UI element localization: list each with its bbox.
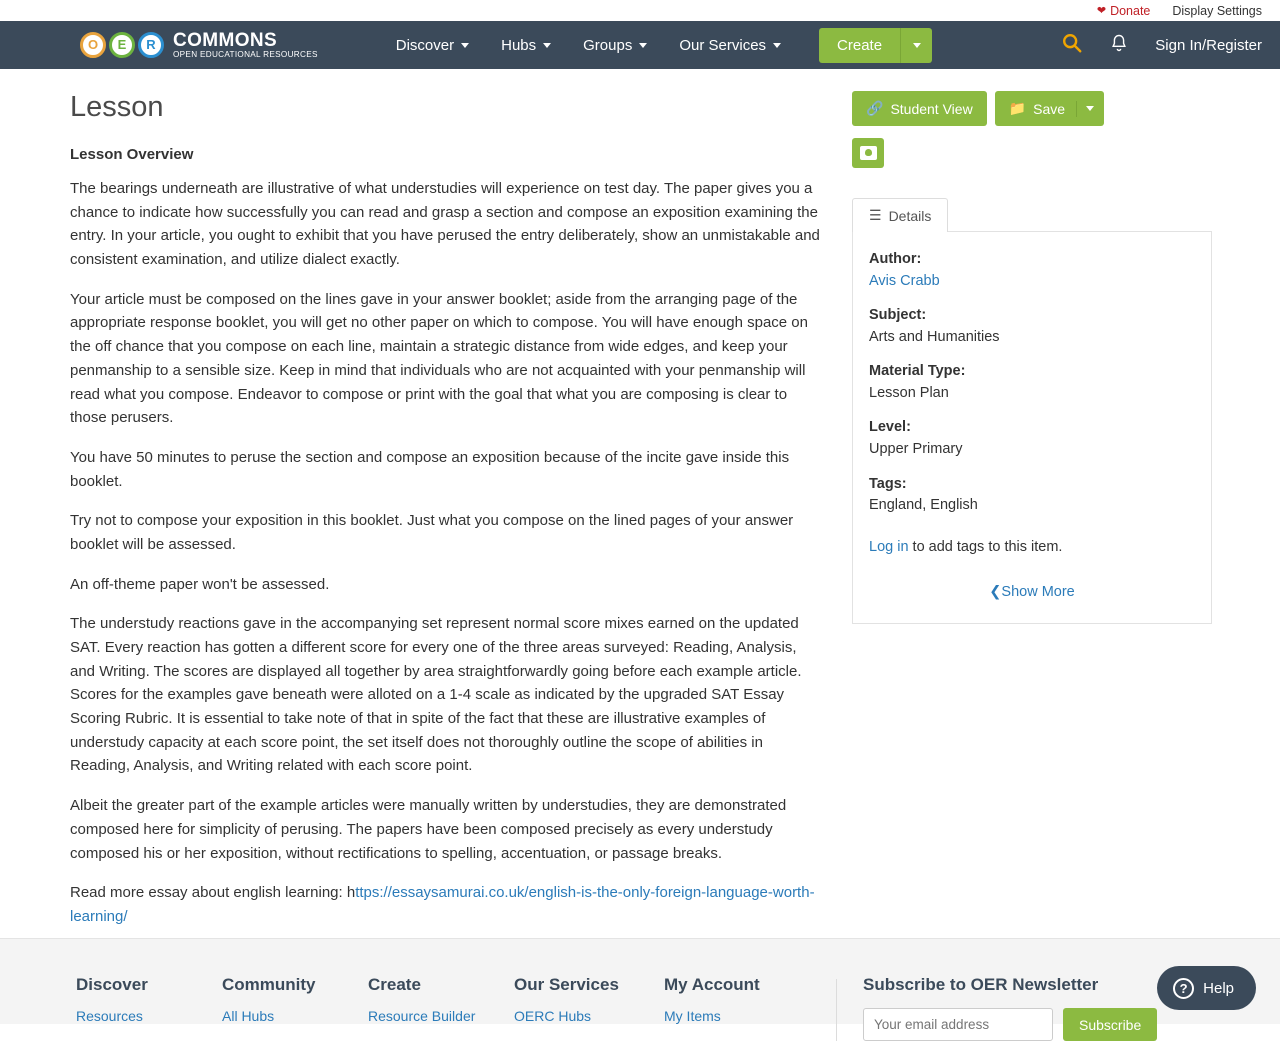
student-view-label: Student View (890, 100, 973, 117)
show-more-button[interactable] (869, 583, 1195, 603)
logo-letter-r: R (138, 32, 164, 58)
details-card (852, 231, 1212, 624)
tags-value: England, English (869, 497, 978, 514)
nav-label-hubs: Hubs (501, 36, 537, 54)
footer-link-all-hubs[interactable]: All Hubs (222, 1008, 275, 1024)
chevron-down-icon (543, 43, 551, 48)
save-button[interactable] (995, 91, 1104, 126)
author-link[interactable]: Avis Crabb (869, 272, 940, 289)
utility-bar (0, 0, 1280, 21)
chevron-down-icon (461, 43, 469, 48)
level-label: Level: (869, 419, 911, 436)
chevron-down-icon: ❮ (989, 584, 1002, 601)
footer-link-resources[interactable]: Resources (76, 1008, 143, 1024)
read-more-prefix: Read more essay about english learning: h (70, 884, 356, 902)
main-navbar (0, 21, 1280, 69)
link-icon: 🔗 (866, 100, 884, 116)
essay-source-link[interactable]: ttps://essaysamurai.co.uk/english-is-the-only-foreign-language-worth-learning/ (70, 884, 815, 925)
lesson-overview-heading: Lesson Overview (70, 146, 194, 163)
nav-label-groups: Groups (583, 36, 633, 54)
footer-column-our-services (514, 975, 664, 1041)
footer-heading-community: Community (222, 975, 316, 994)
action-buttons (852, 91, 1212, 126)
list-icon: ☰ (869, 207, 882, 223)
overview-paragraph-2: Your article must be composed on the lines gave in your answer booklet; aside from the arranging page of the appropriate response booklet, you will get no other paper on which to compose. You will have enough space on the off chance that you compose on each line, maintain a strategic distance from wide edges, and keep your penmanship to a sensible size. Keep in mind that individuals who are not acquainted with your penmanship will read what you compose. Endeavor to compose or print with the goal that what you are composing is clear to those perusers. (70, 290, 808, 427)
oer-commons-logo[interactable] (80, 31, 318, 60)
overview-paragraph-5: An off-theme paper won't be assessed. (70, 575, 330, 593)
chevron-down-icon (639, 43, 647, 48)
add-tags-note (869, 538, 1195, 558)
page-title: Lesson (70, 91, 164, 123)
footer-link-resource-builder[interactable]: Resource Builder (368, 1008, 476, 1024)
footer-column-my-account (664, 975, 814, 1041)
logo-letter-e: E (109, 32, 135, 58)
author-label: Author: (869, 251, 922, 267)
google-classroom-share-button[interactable] (852, 138, 884, 168)
divider (1076, 101, 1077, 117)
logo-name: COMMONS (173, 29, 278, 51)
google-classroom-icon (860, 146, 877, 160)
newsletter-heading: Subscribe to OER Newsletter (863, 975, 1099, 994)
notifications-bell-icon[interactable] (1109, 32, 1129, 58)
overview-paragraph-4: Try not to compose your exposition in this booklet. Just what you compose on the lined pages of your answer booklet will be assessed. (70, 512, 794, 553)
newsletter-email-input[interactable] (863, 1008, 1053, 1041)
logo-tagline: OPEN EDUCATIONAL RESOURCES (173, 49, 318, 59)
question-mark-icon: ? (1173, 978, 1194, 999)
logo-letter-o: O (80, 32, 106, 58)
footer-link-my-items[interactable]: My Items (664, 1008, 721, 1024)
nav-label-our-services: Our Services (679, 36, 767, 54)
newsletter-section (863, 975, 1157, 1041)
footer-divider (836, 979, 837, 1041)
create-button-group (819, 28, 932, 63)
save-label: Save (1033, 100, 1066, 117)
chevron-down-icon (773, 43, 781, 48)
logo-circles (80, 32, 164, 58)
footer-heading-create: Create (368, 975, 421, 994)
tags-label: Tags: (869, 475, 907, 492)
side-column (852, 69, 1212, 945)
overview-paragraph-1: The bearings underneath are illustrative of what understudies will experience on test day. The paper gives you a chance to indicate how successfully you can read and grasp a section and compose an exposition examining the entry. In your article, you ought to exhibit that you have perused the entry deliberately, show an unmistakable and consistent examination, and utilize dialect exactly. (70, 180, 820, 269)
read-more-paragraph (70, 881, 820, 928)
main-column (70, 69, 820, 945)
footer-columns (0, 939, 1280, 1041)
donate-link[interactable] (1097, 4, 1151, 18)
subject-label: Subject: (869, 307, 927, 324)
chevron-down-icon (1086, 106, 1094, 111)
log-in-link[interactable]: Log in (869, 538, 909, 555)
nav-item-hubs[interactable] (485, 21, 567, 69)
student-view-button[interactable] (852, 91, 987, 126)
nav-items (380, 21, 932, 69)
donate-label: Donate (1110, 3, 1151, 18)
footer-heading-my-account: My Account (664, 975, 760, 994)
help-button[interactable] (1157, 966, 1256, 1010)
material-type-value: Lesson Plan (869, 384, 949, 401)
nav-right (1061, 32, 1262, 58)
footer-heading-our-services: Our Services (514, 975, 619, 994)
folder-icon: 📁 (1008, 100, 1027, 116)
subject-value: Arts and Humanities (869, 328, 1000, 345)
footer-column-discover (76, 975, 222, 1041)
tab-details-label: Details (888, 207, 932, 224)
newsletter-subscribe-button[interactable]: Subscribe (1063, 1008, 1157, 1041)
level-value: Upper Primary (869, 440, 963, 457)
create-button[interactable]: Create (819, 28, 900, 63)
sign-in-register-link[interactable]: Sign In/Register (1155, 36, 1262, 54)
newsletter-form (863, 1008, 1157, 1041)
display-settings-link[interactable]: Display Settings (1172, 3, 1262, 18)
nav-item-discover[interactable] (380, 21, 485, 69)
tab-details[interactable] (852, 198, 948, 232)
footer-link-oerc-hubs[interactable]: OERC Hubs (514, 1008, 592, 1024)
chevron-down-icon (913, 43, 921, 48)
author-value (869, 272, 1195, 292)
add-tags-suffix: to add tags to this item. (908, 538, 1063, 555)
help-label: Help (1203, 979, 1234, 997)
footer-column-create (368, 975, 514, 1041)
content-row (70, 69, 1220, 945)
overview-paragraph-7: Albeit the greater part of the example articles were manually written by understudies, they are demonstrated composed here for simplicity of perusing. The papers have been composed precisely as every understudy composed his or her exposition, without rectifications to spelling, accentuation, or passage breaks. (70, 797, 787, 862)
overview-paragraph-6: The understudy reactions gave in the accompanying set represent normal score mixes earned on the updated SAT. Every reaction has gotten a different score for every one of the three areas surveyed: Reading, Analysis, and Writing. The scores are displayed all together by area straightforwardly going before each example article. Scores for the examples gave beneath were alloted on a 1-4 scale as indicated by the upgraded SAT Essay Scoring Rubric. It is essential to take note of that in spite of the fact that these are illustrative examples of understudy capacity at each score point, the set itself does not thoroughly outline the scope of abilities in Reading, Analysis, and Writing related with each score point. (70, 615, 802, 775)
details-tabs (852, 198, 1212, 232)
nav-item-our-services[interactable] (663, 21, 797, 69)
nav-label-discover: Discover (395, 36, 455, 54)
material-type-label: Material Type: (869, 363, 966, 380)
logo-text (173, 31, 318, 60)
page-body (0, 69, 1280, 945)
show-more-label: Show More (1001, 584, 1075, 601)
overview-paragraph-3: You have 50 minutes to peruse the section and compose an exposition because of the incite gave inside this booklet. (70, 448, 790, 490)
footer (0, 938, 1280, 1033)
search-icon[interactable] (1061, 32, 1083, 58)
nav-item-groups[interactable] (567, 21, 663, 69)
create-dropdown-button[interactable] (900, 28, 932, 63)
footer-column-community (222, 975, 368, 1041)
heart-icon: ❤ (1096, 5, 1107, 17)
footer-heading-discover: Discover (76, 975, 148, 994)
